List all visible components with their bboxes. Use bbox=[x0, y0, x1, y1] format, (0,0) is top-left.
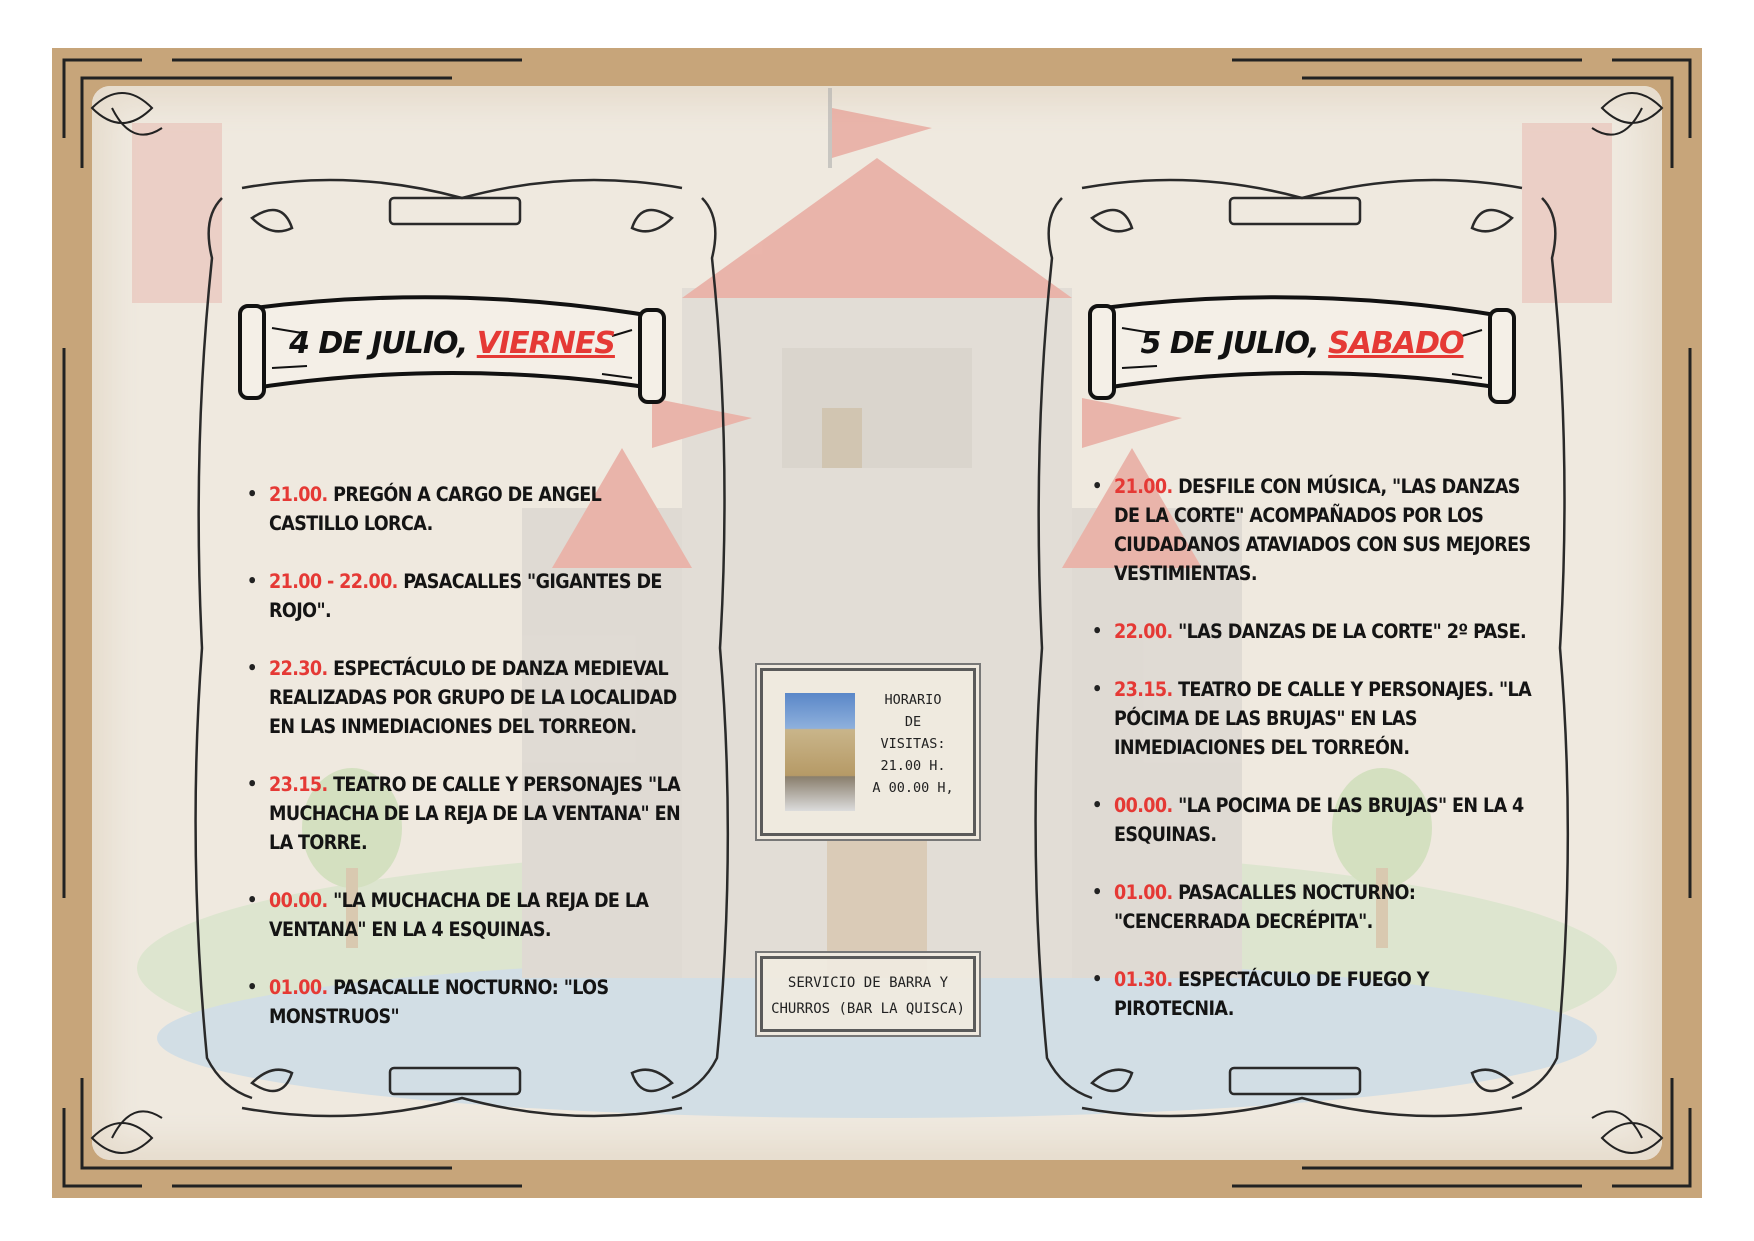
right-day-banner bbox=[1082, 288, 1522, 408]
list-item: • 21.00 - 22.00. PASACALLES "GIGANTES DE ROJO". bbox=[247, 567, 687, 625]
left-event-list bbox=[247, 480, 687, 1031]
right-heading-day: SABADO bbox=[1328, 326, 1464, 361]
right-heading-date: 5 DE JULIO, bbox=[1140, 326, 1319, 361]
list-item: • 01.30. ESPECTÁCULO DE FUEGO Y PIROTECNIA. bbox=[1092, 965, 1532, 1023]
service-line: SERVICIO DE BARRA Y bbox=[787, 975, 949, 991]
list-item: • 23.15. TEATRO DE CALLE Y PERSONAJES. "LA PÓCIMA DE LAS BRUJAS" EN LAS INMEDIACIONES DEL TORREÓN. bbox=[1092, 675, 1532, 762]
visits-line: A 00.00 H, bbox=[872, 780, 954, 796]
left-heading-date: 4 DE JULIO, bbox=[289, 326, 468, 361]
visits-line: DE bbox=[904, 714, 922, 730]
list-item: • 00.00. "LA POCIMA DE LAS BRUJAS" EN LA 4 ESQUINAS. bbox=[1092, 791, 1532, 849]
list-item: • 21.00. DESFILE CON MÚSICA, "LAS DANZAS DE LA CORTE" ACOMPAÑADOS POR LOS CIUDADANOS ATAVIADOS CON SUS MEJORES VESTIMIENTAS. bbox=[1092, 472, 1532, 588]
list-item: • 01.00. PASACALLES NOCTURNO: "CENCERRADA DECRÉPITA". bbox=[1092, 878, 1532, 936]
left-day-banner bbox=[232, 288, 672, 408]
poster-sheet bbox=[52, 48, 1702, 1198]
left-heading-day: VIERNES bbox=[476, 326, 615, 361]
list-item: • 01.00. PASACALLE NOCTURNO: "LOS MONSTRUOS" bbox=[247, 973, 687, 1031]
list-item: • 00.00. "LA MUCHACHA DE LA REJA DE LA VENTANA" EN LA 4 ESQUINAS. bbox=[247, 886, 687, 944]
list-item: • 22.00. "LAS DANZAS DE LA CORTE" 2º PASE. bbox=[1092, 617, 1532, 646]
visits-line: VISITAS: bbox=[880, 736, 946, 752]
tower-photo bbox=[785, 693, 855, 811]
bar-service-box bbox=[760, 956, 976, 1032]
visits-line: 21.00 H. bbox=[880, 758, 946, 774]
list-item: • 21.00. PREGÓN A CARGO DE ANGEL CASTILLO LORCA. bbox=[247, 480, 687, 538]
right-event-list bbox=[1092, 472, 1532, 1023]
visiting-hours-box bbox=[760, 668, 976, 836]
service-line: CHURROS (BAR LA QUISCA) bbox=[771, 1001, 965, 1017]
list-item: • 23.15. TEATRO DE CALLE Y PERSONAJES "LA MUCHACHA DE LA REJA DE LA VENTANA" EN LA TORRE. bbox=[247, 770, 687, 857]
visits-line: HORARIO bbox=[884, 692, 942, 708]
list-item: • 22.30. ESPECTÁCULO DE DANZA MEDIEVAL REALIZADAS POR GRUPO DE LA LOCALIDAD EN LAS INMEDIACIONES DEL TORREON. bbox=[247, 654, 687, 741]
